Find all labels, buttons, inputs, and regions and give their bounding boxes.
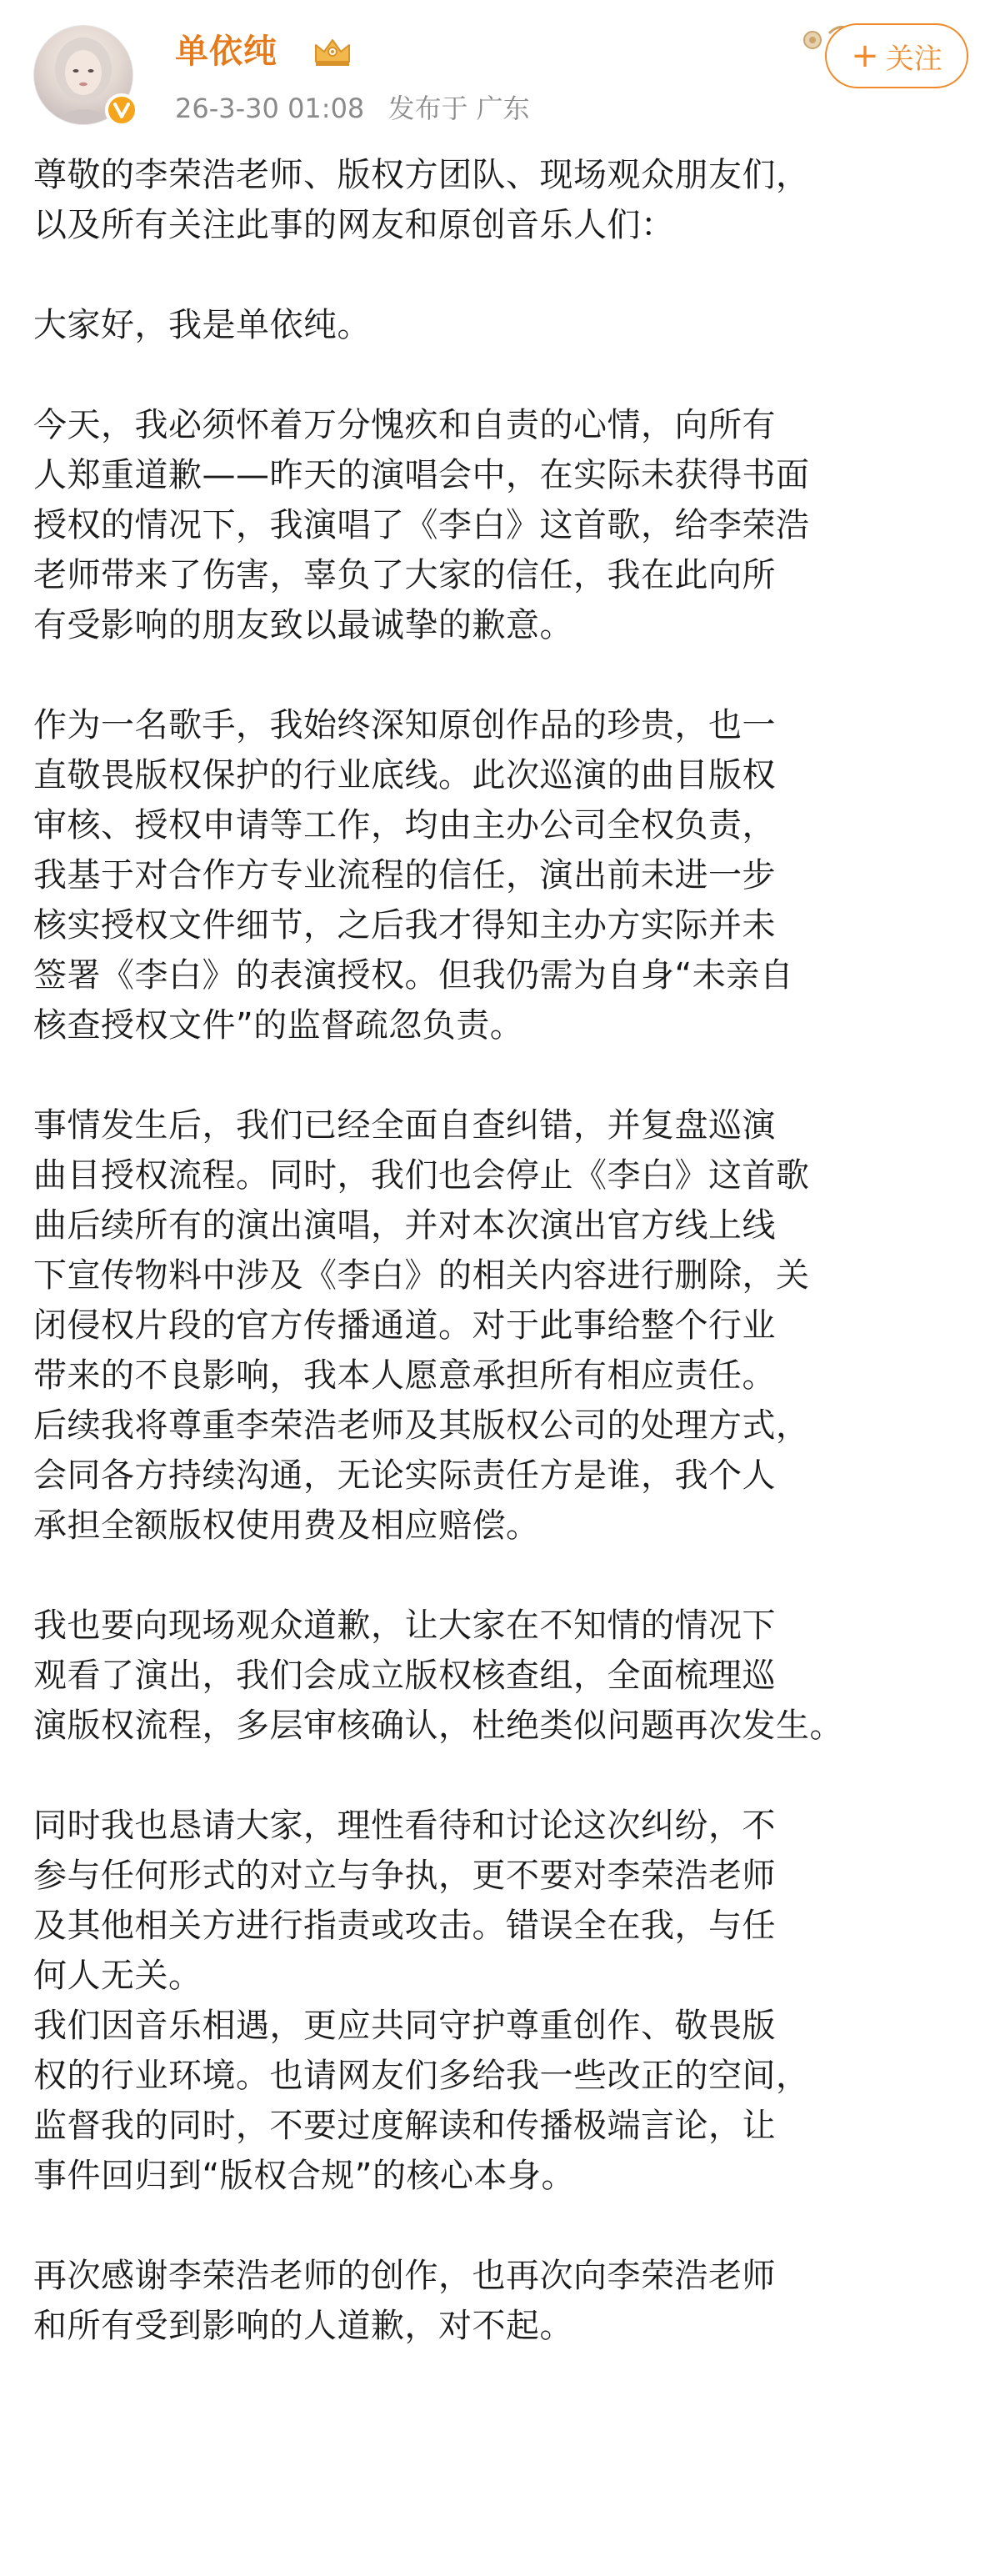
paragraph-greeting: 大家好，我是单依纯。 [33,306,371,344]
paragraph-explanation: 作为一名歌手，我始终深知原创作品的珍贵，也一 直敬畏版权保护的行业底线。此次巡演的曲目版权 审核、授权申请等工作，均由主办公司全权负责， 我基于对合作方专业流程的信任，演出前未进一步 核实授权文件细节，之后我才得知主办方实际并未 签署《李白》的表演授权。但我仍需为自身“未亲自 核查授权文件”的监督疏忽负责。 [33,706,794,1045]
paragraph-actions: 事情发生后，我们已经全面自查纠错，并复盘巡演 曲目授权流程。同时，我们也会停止《李白》这首歌 曲后续所有的演出演唱，并对本次演出官方线上线 下宣传物料中涉及《李白》的相关内容进行删除，关 闭侵权片段的官方传播通道。对于此事给整个行业 带来的不良影响，我本人愿意承担所有相应责任。 后续我将尊重李荣浩老师及其版权公司的处理方式， 会同各方持续沟通，无论实际责任方是谁，我个人 承担全额版权使用费及相应赔偿。 [33,1106,810,1545]
avatar-container[interactable] [33,25,145,137]
post-meta [175,92,545,125]
paragraph-closing: 再次感谢李荣浩老师的创作，也再次向李荣浩老师 和所有受到影响的人道歉，对不起。 [33,2257,776,2345]
plus-icon: + [851,37,879,75]
paragraph-environment: 我们因音乐相遇，更应共同守护尊重创作、敬畏版 权的行业环境。也请网友们多给我一些改正的空间， 监督我的同时，不要过度解读和传播极端言论，让 事件回归到“版权合规”的核心本身。 [33,2007,810,2195]
post-header [0,0,1000,138]
crown-icon [312,35,353,68]
follow-label: 关注 [885,42,942,76]
paragraph-apology: 今天，我必须怀着万分愧疚和自责的心情，向所有 人郑重道歉——昨天的演唱会中，在实际未获得书面 授权的情况下，我演唱了《李白》这首歌，给李荣浩 老师带来了伤害，辜负了大家的信任，我在此向所 有受影响的朋友致以最诚挚的歉意。 [33,406,810,644]
paragraph-request: 同时我也恳请大家，理性看待和讨论这次纠纷，不 参与任何形式的对立与争执，更不要对李荣浩老师 及其他相关方进行指责或攻击。错误全在我，与任 何人无关。 [33,1807,776,1995]
paragraph-salutation: 尊敬的李荣浩老师、版权方团队、现场观众朋友们， 以及所有关注此事的网友和原创音乐人们： [33,156,810,244]
verified-badge-icon [105,93,138,127]
follow-button[interactable] [825,23,968,88]
paragraph-audience-apology: 我也要向现场观众道歉，让大家在不知情的情况下 观看了演出，我们会成立版权核查组，全面梳理巡 演版权流程，多层审核确认，杜绝类似问题再次发生。 [33,1606,843,1745]
post-timestamp: 26-3-30 01:08 [175,93,365,124]
post-body [33,150,975,2401]
user-name[interactable]: 单依纯 [175,33,278,71]
post-location: 发布于 广东 [388,93,530,124]
